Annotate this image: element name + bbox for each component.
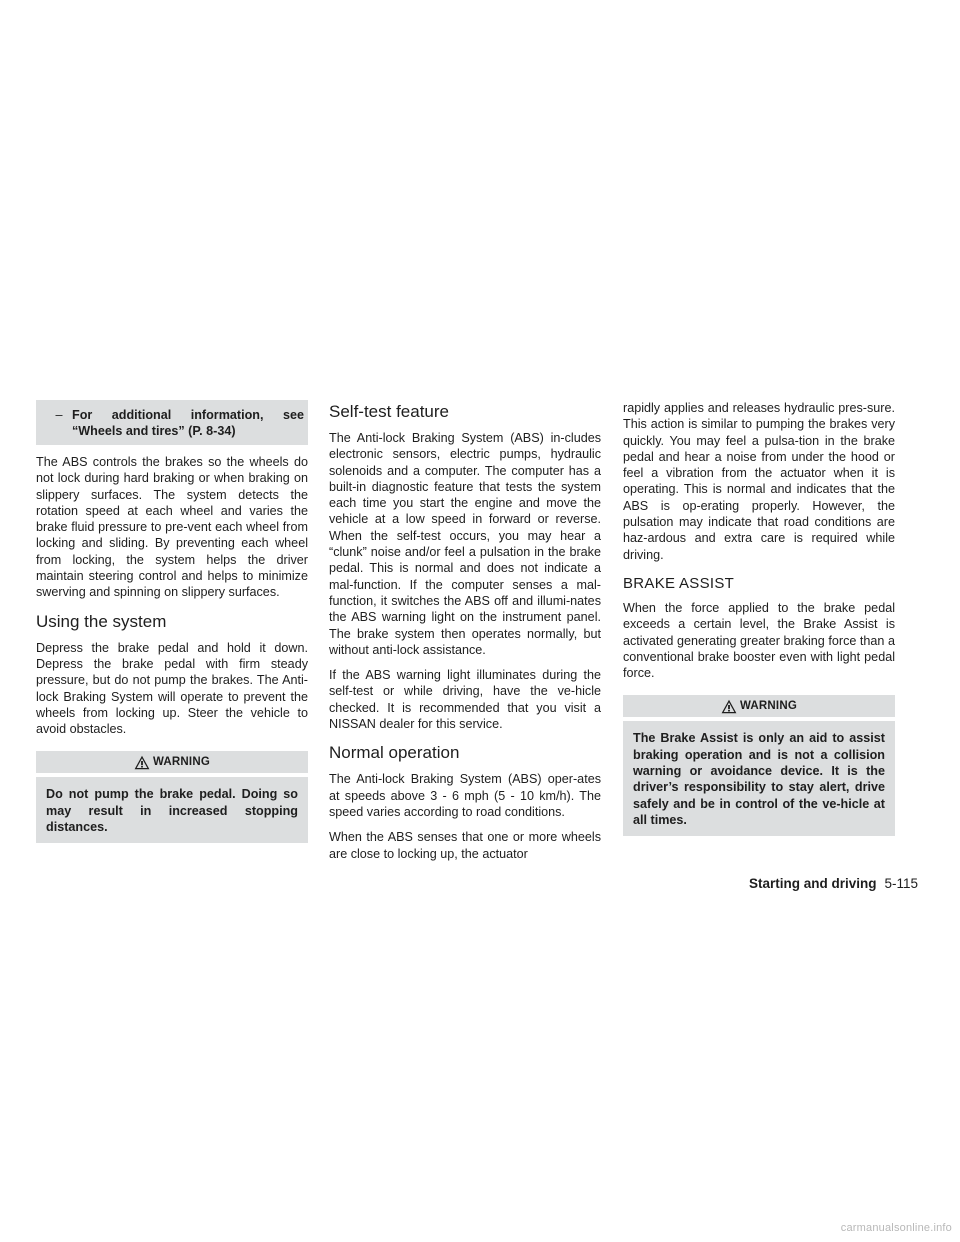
column-left: [36, 400, 308, 853]
warning-label: WARNING: [740, 700, 797, 713]
abs-intro-paragraph: The ABS controls the brakes so the wheels do not lock during hard braking or when braking on slippery surfaces. The system detects the rotation speed at each wheel and varies the brake fluid pressure to pre-vent each wheel from locking and sliding. By preventing each wheel from locking, the system helps the driver maintain steering control and helps to minimize swerving and spinning on slippery surfaces.: [36, 455, 308, 600]
warning-light-paragraph: If the ABS warning light illuminates during the self-test or while driving, have the ve-hicle checked. It is recommended that you visit a NISSAN dealer for this service.: [329, 668, 601, 732]
abs-senses-paragraph: When the ABS senses that one or more wheels are close to locking up, the actuator: [329, 830, 601, 861]
footer-page-number: 5-115: [884, 876, 918, 891]
warning-text: The Brake Assist is only an aid to assist braking operation and is not a collision warning or avoidance device. It is the driver’s responsibility to stay alert, drive safely and be in control of the ve-hicle at all times.: [623, 721, 895, 836]
warning-header: [623, 695, 895, 717]
self-test-paragraph: The Anti-lock Braking System (ABS) in-cludes electronic sensors, electric pumps, hydraulic solenoids and a computer. The computer has a built-in diagnostic feature that tests the system each time you start the engine and move the vehicle at a low speed in forward or reverse. When the self-test occurs, you may hear a “clunk” noise and/or feel a pulsation in the brake pedal. This is normal and does not indicate a mal-function. If the computer senses a mal-function, it switches the ABS off and illumi-nates the ABS warning light on the instrument panel. The brake system then operates normally, but without anti-lock assistance.: [329, 431, 601, 657]
warning-label: WARNING: [153, 756, 210, 769]
page-footer: [749, 876, 918, 891]
note-dash: –: [55, 408, 63, 422]
using-system-paragraph: Depress the brake pedal and hold it down. Depress the brake pedal with firm steady pressure, but do not pump the brakes. The Anti-lock Braking System will operate to prevent the wheels from locking up. Steer the vehicle to avoid obstacles.: [36, 640, 308, 737]
warning-triangle-icon: [134, 755, 150, 770]
heading-normal-operation: Normal operation: [329, 743, 460, 763]
brake-assist-paragraph: When the force applied to the brake pedal exceeds a certain level, the Brake Assist is activated generating greater braking force than a conventional brake booster even with light pedal force.: [623, 600, 895, 681]
warning-header: [36, 751, 308, 773]
warning-text: Do not pump the brake pedal. Doing so may result in increased stopping distances.: [36, 777, 308, 843]
warning-triangle-icon: [721, 699, 737, 714]
heading-self-test-feature: Self-test feature: [329, 402, 450, 421]
heading-brake-assist: BRAKE ASSIST: [623, 574, 735, 592]
footer-section-name: Starting and driving: [748, 876, 877, 891]
additional-info-note: [36, 400, 308, 445]
warning-box-pump: [36, 751, 308, 843]
warning-box-brake-assist: [623, 695, 895, 836]
watermark: carmanualsonline.info: [840, 1222, 952, 1234]
actuator-continued-paragraph: rapidly applies and releases hydraulic pres-sure. This action is similar to pumping the brakes very quickly. You may feel a pulsa-tion in the brake pedal and hear a noise from under the hood or feel a vibration from the actuator when it is operating. This is normal and indicates that the ABS is op-erating properly. However, the pulsation may indicate that road conditions are haz-ardous and extra care is required while driving.: [623, 401, 895, 562]
normal-operation-paragraph: The Anti-lock Braking System (ABS) oper-ates at speeds above 3 - 6 mph (5 - 10 km/h). The speed varies according to road conditions.: [329, 772, 601, 819]
column-right: [623, 400, 895, 846]
heading-using-the-system: Using the system: [36, 611, 167, 631]
note-text: For additional information, see “Wheels and tires” (P. 8-34): [72, 408, 304, 438]
column-middle: [329, 400, 601, 871]
